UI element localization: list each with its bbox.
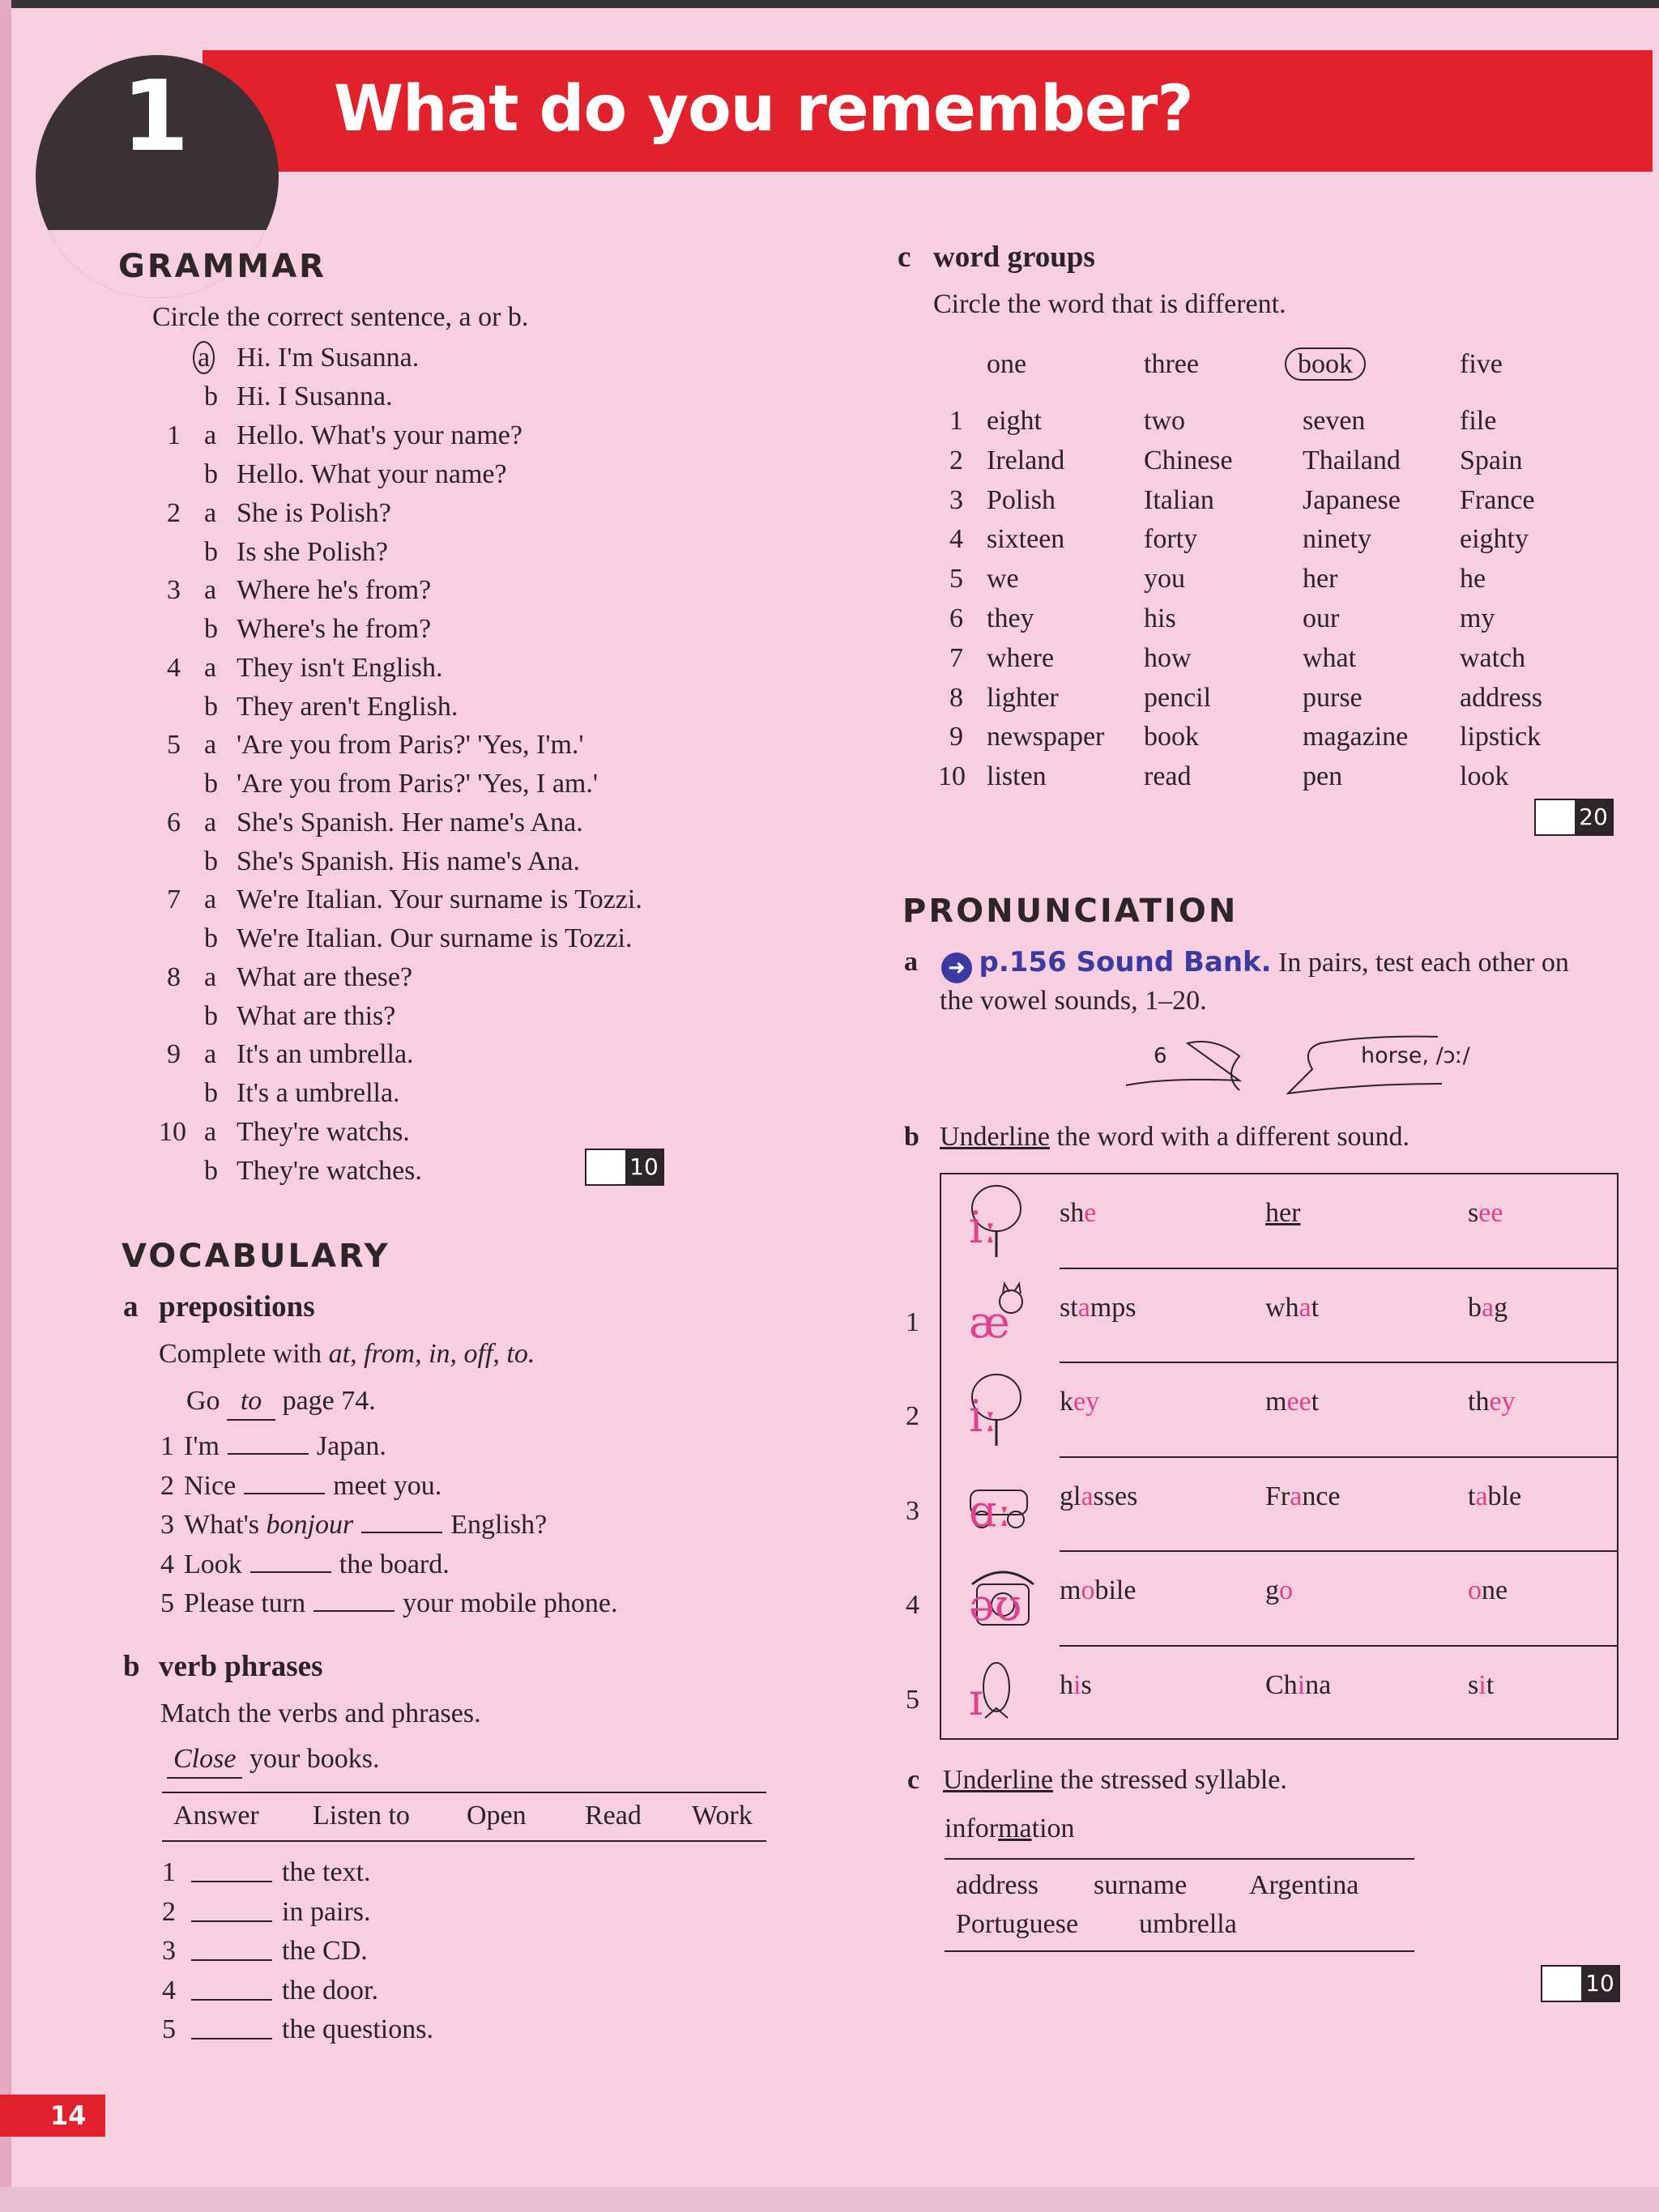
word-sound-part: o bbox=[1081, 1575, 1095, 1605]
word-group-word[interactable]: magazine bbox=[1303, 722, 1409, 752]
grammar-item-number: 1 bbox=[167, 420, 181, 450]
item-text-before: Look bbox=[184, 1549, 242, 1579]
word-group-word[interactable]: France bbox=[1460, 484, 1535, 515]
word-group-number: 1 bbox=[949, 406, 963, 436]
grammar-example-b: Hi. I Susanna. bbox=[237, 381, 393, 411]
verb-item-phrase: the door. bbox=[282, 1975, 378, 2005]
word-group-example-word bbox=[1144, 347, 1199, 382]
word-part: Ch bbox=[1265, 1669, 1298, 1700]
grammar-item-number: 9 bbox=[167, 1039, 181, 1069]
verb-item-number: 3 bbox=[162, 1936, 176, 1966]
vocabulary-heading: VOCABULARY bbox=[122, 1238, 390, 1275]
word-part: sses bbox=[1093, 1481, 1138, 1511]
word-group-number: 9 bbox=[949, 722, 963, 752]
score-input[interactable] bbox=[586, 1150, 625, 1184]
grammar-score-box[interactable] bbox=[585, 1149, 664, 1186]
word: five bbox=[1460, 349, 1503, 379]
item-text-before: Nice bbox=[184, 1470, 237, 1501]
vocab-c-title: word groups bbox=[933, 241, 1095, 274]
word-part: h bbox=[1060, 1669, 1073, 1700]
word-group-word[interactable]: pen bbox=[1303, 761, 1343, 792]
score-total: 20 bbox=[1575, 800, 1612, 834]
word-group-number: 6 bbox=[949, 603, 963, 633]
word-sound-part: a bbox=[1081, 1481, 1094, 1511]
grammar-option-letter[interactable]: b bbox=[204, 769, 218, 799]
unit-number: 1 bbox=[122, 61, 190, 173]
vocab-b-example: Close your books. bbox=[167, 1741, 380, 1779]
pron-c-letter: c bbox=[907, 1765, 920, 1795]
word-group-word[interactable]: watch bbox=[1460, 642, 1526, 673]
pron-c-example: information bbox=[945, 1813, 1075, 1843]
vocab-a-instruction: Complete with at, from, in, off, to. bbox=[159, 1339, 535, 1369]
grammar-example-b-letter: b bbox=[204, 381, 218, 411]
word-group-number: 4 bbox=[949, 524, 963, 555]
item-text-before: I'm bbox=[184, 1431, 220, 1461]
grammar-option-letter[interactable]: b bbox=[204, 923, 218, 953]
sound-row-number: 2 bbox=[906, 1401, 919, 1431]
grammar-option-a[interactable]: It's an umbrella. bbox=[237, 1039, 414, 1069]
answer-blank[interactable] bbox=[191, 1858, 272, 1882]
word-group-word[interactable]: Chinese bbox=[1144, 445, 1233, 475]
word-group-number: 2 bbox=[949, 445, 963, 475]
grammar-item-number: 6 bbox=[167, 807, 181, 837]
word-part: s bbox=[1468, 1198, 1479, 1228]
pron-a-line2: the vowel sounds, 1–20. bbox=[940, 986, 1207, 1016]
grammar-option-b[interactable]: 'Are you from Paris?' 'Yes, I am.' bbox=[237, 769, 598, 799]
grammar-option-letter[interactable]: b bbox=[204, 536, 218, 567]
word-sound-part: a bbox=[1475, 1481, 1488, 1511]
word-sound-part: a bbox=[1482, 1292, 1495, 1323]
grammar-item-number: 5 bbox=[167, 730, 181, 760]
sound-word[interactable] bbox=[1265, 1196, 1300, 1231]
word-group-word[interactable]: purse bbox=[1303, 682, 1363, 713]
word-part: s bbox=[1081, 1669, 1092, 1700]
grammar-option-b[interactable]: What are this? bbox=[237, 1000, 396, 1031]
verb-item-number: 2 bbox=[162, 1896, 176, 1927]
sound-word[interactable] bbox=[1265, 1479, 1341, 1515]
word-group-word[interactable]: book bbox=[1144, 722, 1199, 752]
vocab-c-letter: c bbox=[898, 241, 911, 274]
word-part: m bbox=[1265, 1387, 1287, 1417]
pron-a-line1: ➜ p.156 Sound Bank. In pairs, test each other on bbox=[941, 944, 1569, 983]
sound-table bbox=[940, 1173, 1618, 1740]
word-sound-part: ee bbox=[1286, 1387, 1311, 1417]
page-bottom-edge bbox=[0, 2187, 1659, 2212]
item-text-after: the board. bbox=[339, 1549, 450, 1579]
grammar-option-b[interactable]: They're watches. bbox=[237, 1155, 422, 1186]
word-group-word[interactable]: lighter bbox=[987, 682, 1059, 713]
item-text-after: your mobile phone. bbox=[403, 1588, 618, 1618]
sound-row-divider bbox=[1060, 1268, 1618, 1269]
grammar-example-a: Hi. I'm Susanna. bbox=[237, 343, 420, 373]
sound-word[interactable] bbox=[1060, 1668, 1092, 1703]
preposition-item bbox=[160, 1507, 547, 1543]
word-part: bile bbox=[1094, 1575, 1137, 1605]
item-number: 5 bbox=[160, 1588, 174, 1618]
word-part: nce bbox=[1302, 1481, 1341, 1511]
verb-item-number: 1 bbox=[162, 1857, 176, 1887]
word-group-word[interactable]: we bbox=[987, 564, 1019, 595]
grammar-item-number: 10 bbox=[159, 1116, 186, 1147]
word-sound-part: a bbox=[1299, 1292, 1311, 1323]
grammar-option-b[interactable]: We're Italian. Our surname is Tozzi. bbox=[237, 923, 633, 953]
grammar-option-b[interactable]: Where's he from? bbox=[237, 614, 432, 644]
word: three bbox=[1144, 349, 1199, 379]
pronunciation-heading: PRONUNCIATION bbox=[902, 893, 1239, 930]
stress-word[interactable]: Portuguese bbox=[956, 1909, 1079, 1939]
phonetic-symbol: iː bbox=[969, 1391, 998, 1442]
grammar-option-a[interactable]: They isn't English. bbox=[237, 652, 443, 683]
grammar-option-b[interactable]: She's Spanish. His name's Ana. bbox=[237, 846, 581, 876]
item-number: 3 bbox=[160, 1510, 174, 1540]
vocab-c-instruction: Circle the word that is different. bbox=[933, 289, 1286, 319]
item-number: 2 bbox=[160, 1470, 174, 1501]
word-part: k bbox=[1060, 1387, 1073, 1417]
sound-word[interactable] bbox=[1265, 1573, 1293, 1609]
grammar-option-letter[interactable]: a bbox=[204, 420, 217, 450]
word-group-example-word[interactable] bbox=[1285, 347, 1366, 382]
word-group-word[interactable]: ninety bbox=[1303, 524, 1371, 555]
word-group-example-word bbox=[987, 347, 1026, 382]
word-box-verb: Open bbox=[467, 1801, 527, 1831]
grammar-option-letter[interactable]: a bbox=[204, 884, 217, 914]
sound-bank-link[interactable]: p.156 Sound Bank. bbox=[979, 946, 1272, 978]
grammar-option-letter[interactable]: b bbox=[204, 1078, 218, 1108]
bubble-left-text: 6 bbox=[1154, 1044, 1167, 1068]
page-title: What do you remember? bbox=[334, 73, 1193, 146]
answer-blank[interactable] bbox=[313, 1588, 394, 1612]
word-groups-score-box[interactable] bbox=[1534, 799, 1614, 836]
word-part: g bbox=[1494, 1292, 1508, 1323]
word-group-word[interactable]: Thailand bbox=[1303, 445, 1401, 475]
page-left-edge bbox=[0, 0, 11, 2212]
sound-word[interactable] bbox=[1468, 1573, 1508, 1609]
verb-item-phrase: the CD. bbox=[282, 1936, 368, 1966]
grammar-item-number: 7 bbox=[167, 884, 181, 914]
grammar-option-letter[interactable]: b bbox=[204, 846, 218, 876]
grammar-option-letter[interactable]: a bbox=[204, 1116, 217, 1147]
page-number: 14 bbox=[0, 2095, 105, 2137]
word-sound-part: ey bbox=[1489, 1387, 1516, 1417]
vocab-a-example: Go to page 74. bbox=[186, 1383, 376, 1421]
word-group-word[interactable]: what bbox=[1303, 642, 1357, 673]
word-group-word[interactable]: pencil bbox=[1144, 682, 1212, 713]
word-group-number: 7 bbox=[949, 642, 963, 673]
item-text-after: meet you. bbox=[333, 1470, 442, 1501]
answer-blank[interactable] bbox=[191, 1898, 272, 1922]
word-box-verb: Read bbox=[585, 1801, 642, 1831]
phonetic-symbol: ɑː bbox=[969, 1485, 1012, 1536]
word-group-word[interactable]: read bbox=[1144, 761, 1192, 792]
vocab-a-title: prepositions bbox=[159, 1290, 315, 1323]
grammar-example-a-letter: a bbox=[193, 340, 215, 376]
grammar-option-letter[interactable]: b bbox=[204, 459, 218, 489]
page-top-edge bbox=[0, 0, 1659, 8]
word-group-number: 5 bbox=[949, 564, 963, 595]
grammar-option-letter[interactable]: b bbox=[204, 1000, 218, 1031]
sound-row-number: 1 bbox=[906, 1306, 919, 1337]
grammar-option-letter[interactable]: a bbox=[204, 575, 217, 605]
grammar-option-letter[interactable]: b bbox=[204, 614, 218, 644]
sound-row-number: 3 bbox=[906, 1495, 919, 1526]
grammar-option-a[interactable]: Where he's from? bbox=[237, 575, 432, 605]
phonetic-symbol: ɪ bbox=[969, 1673, 983, 1725]
sound-row-divider bbox=[1060, 1456, 1618, 1458]
word-sound-part: a bbox=[1077, 1292, 1090, 1323]
word-group-word[interactable]: sixteen bbox=[987, 524, 1065, 555]
item-text-after: English? bbox=[450, 1510, 548, 1540]
word-group-word[interactable]: listen bbox=[987, 761, 1047, 792]
word-group-word[interactable]: lipstick bbox=[1460, 722, 1542, 752]
item-italic-word: bonjour bbox=[266, 1510, 354, 1540]
word-part: gl bbox=[1060, 1481, 1081, 1511]
grammar-option-letter[interactable]: a bbox=[204, 730, 217, 760]
sound-word[interactable] bbox=[1468, 1196, 1503, 1231]
word-part: t bbox=[1486, 1669, 1495, 1700]
word-group-word[interactable]: he bbox=[1460, 564, 1486, 595]
word-part: mps bbox=[1090, 1292, 1137, 1323]
verb-item-phrase: the questions. bbox=[282, 2014, 433, 2044]
word-box-top-rule bbox=[162, 1792, 766, 1793]
grammar-option-a[interactable]: She is Polish? bbox=[237, 497, 391, 528]
grammar-option-b[interactable]: They aren't English. bbox=[237, 691, 458, 722]
word-part: t bbox=[1311, 1387, 1320, 1417]
item-text-before: Please turn bbox=[184, 1588, 306, 1618]
word-box-bottom-rule bbox=[162, 1840, 766, 1842]
pron-c-instruction: Underline the stressed syllable. bbox=[943, 1765, 1287, 1795]
phonetic-symbol: iː bbox=[969, 1202, 998, 1253]
preposition-item bbox=[160, 1586, 617, 1622]
answer-blank[interactable] bbox=[228, 1430, 309, 1455]
answer-blank[interactable] bbox=[191, 2015, 272, 2039]
sound-word[interactable] bbox=[1060, 1196, 1096, 1231]
score-input[interactable] bbox=[1536, 800, 1575, 834]
word-group-word[interactable]: her bbox=[1303, 564, 1338, 595]
word-group-word[interactable]: Japanese bbox=[1303, 484, 1401, 515]
phonetic-symbol: æ bbox=[969, 1296, 1010, 1348]
grammar-option-letter[interactable]: a bbox=[204, 652, 217, 683]
answer-blank[interactable] bbox=[250, 1549, 331, 1573]
word-group-word[interactable]: look bbox=[1460, 761, 1509, 792]
stress-word[interactable]: umbrella bbox=[1139, 1909, 1237, 1939]
preposition-item bbox=[160, 1547, 450, 1583]
sound-row-divider bbox=[1060, 1550, 1618, 1552]
circled-answer: book bbox=[1285, 347, 1366, 381]
grammar-option-a[interactable]: What are these? bbox=[237, 961, 413, 992]
vocab-b-instruction: Match the verbs and phrases. bbox=[160, 1698, 481, 1728]
word-group-word[interactable]: file bbox=[1460, 406, 1497, 436]
bubble-right-text: horse, /ɔː/ bbox=[1361, 1043, 1470, 1068]
word-part: g bbox=[1265, 1575, 1279, 1605]
grammar-option-b[interactable]: It's a umbrella. bbox=[237, 1078, 400, 1108]
word-group-word[interactable]: forty bbox=[1144, 524, 1198, 555]
sound-row-number: 5 bbox=[906, 1684, 919, 1715]
word-group-word[interactable]: Spain bbox=[1460, 445, 1523, 475]
word-group-word[interactable]: Polish bbox=[987, 484, 1056, 515]
word-box-verb: Work bbox=[692, 1801, 753, 1831]
word-group-word[interactable]: newspaper bbox=[987, 722, 1105, 752]
word-sound-part: i bbox=[1297, 1669, 1306, 1700]
sound-word[interactable] bbox=[1265, 1384, 1319, 1420]
grammar-item-number: 2 bbox=[167, 497, 181, 528]
grammar-option-a[interactable]: We're Italian. Your surname is Tozzi. bbox=[237, 884, 642, 914]
word-part: t bbox=[1468, 1481, 1476, 1511]
grammar-option-letter[interactable]: a bbox=[204, 961, 217, 992]
grammar-option-letter[interactable]: b bbox=[204, 1155, 218, 1186]
verb-item-number: 5 bbox=[162, 2014, 176, 2044]
grammar-option-a[interactable]: She's Spanish. Her name's Ana. bbox=[237, 807, 583, 837]
word-part: m bbox=[1060, 1575, 1081, 1605]
word-group-number: 8 bbox=[949, 682, 963, 713]
word-group-word[interactable]: address bbox=[1460, 682, 1542, 713]
stress-box-bottom-rule bbox=[945, 1950, 1414, 1952]
word-part: st bbox=[1060, 1292, 1078, 1323]
word-group-word[interactable]: two bbox=[1144, 406, 1185, 436]
sound-row-number: 4 bbox=[906, 1590, 919, 1620]
grammar-instruction: Circle the correct sentence, a or b. bbox=[152, 302, 529, 332]
word-group-word[interactable]: where bbox=[987, 642, 1055, 673]
word-part: t bbox=[1311, 1292, 1320, 1323]
preposition-item bbox=[160, 1429, 386, 1464]
stress-word[interactable]: surname bbox=[1094, 1870, 1188, 1900]
sound-word[interactable] bbox=[1468, 1384, 1516, 1420]
item-text-before: What's bbox=[184, 1510, 267, 1540]
sound-word[interactable] bbox=[1060, 1479, 1137, 1515]
answer-blank[interactable] bbox=[191, 1976, 272, 2001]
item-number: 1 bbox=[160, 1431, 174, 1461]
word-group-word[interactable]: how bbox=[1144, 642, 1192, 673]
sound-word[interactable] bbox=[1060, 1384, 1099, 1420]
stress-word[interactable]: address bbox=[956, 1870, 1038, 1900]
sound-word[interactable] bbox=[1468, 1290, 1508, 1326]
word-group-word[interactable]: eight bbox=[987, 406, 1042, 436]
grammar-item-number: 4 bbox=[167, 652, 181, 683]
word-group-word[interactable]: seven bbox=[1303, 406, 1366, 436]
sound-word[interactable] bbox=[1265, 1290, 1319, 1326]
word-sound-part: e bbox=[1084, 1198, 1097, 1228]
grammar-item-number: 3 bbox=[167, 575, 181, 605]
word-sound-part: a bbox=[1290, 1481, 1303, 1511]
word-sound-part: her bbox=[1265, 1198, 1301, 1228]
word-group-word[interactable]: my bbox=[1460, 603, 1495, 633]
word-sound-part: o bbox=[1279, 1575, 1293, 1605]
sound-word[interactable] bbox=[1468, 1668, 1494, 1703]
word-part: s bbox=[1468, 1669, 1479, 1700]
word-group-word[interactable]: his bbox=[1144, 603, 1176, 633]
grammar-option-letter[interactable]: a bbox=[204, 807, 217, 837]
word-group-number: 3 bbox=[949, 484, 963, 515]
item-text-after: Japan. bbox=[316, 1431, 386, 1461]
pronunciation-score-box[interactable] bbox=[1541, 1965, 1620, 2002]
sound-word[interactable] bbox=[1468, 1479, 1521, 1515]
arrow-right-icon: ➜ bbox=[941, 953, 972, 983]
answer-blank[interactable] bbox=[191, 1937, 272, 1961]
word-sound-part: i bbox=[1073, 1669, 1081, 1700]
word-group-word[interactable]: you bbox=[1144, 564, 1185, 595]
word-part: b bbox=[1468, 1292, 1482, 1323]
verb-item-phrase: in pairs. bbox=[282, 1896, 371, 1927]
word-sound-part: ee bbox=[1478, 1198, 1503, 1228]
word-part: sh bbox=[1060, 1198, 1085, 1228]
grammar-option-b[interactable]: Is she Polish? bbox=[237, 536, 388, 567]
score-total: 10 bbox=[625, 1150, 663, 1184]
stress-box-top-rule bbox=[945, 1858, 1414, 1860]
grammar-option-letter[interactable]: a bbox=[204, 497, 217, 528]
word-group-number: 10 bbox=[938, 761, 966, 792]
grammar-option-a[interactable]: Hello. What's your name? bbox=[237, 420, 522, 450]
sound-word[interactable] bbox=[1265, 1668, 1331, 1703]
vocab-b-title: verb phrases bbox=[159, 1650, 323, 1683]
sound-word[interactable] bbox=[1060, 1290, 1136, 1326]
word-box-verb: Listen to bbox=[313, 1801, 410, 1831]
sound-word[interactable] bbox=[1060, 1573, 1136, 1609]
word-part: ne bbox=[1482, 1575, 1508, 1605]
score-total: 10 bbox=[1581, 1967, 1618, 2001]
grammar-item-number: 8 bbox=[167, 961, 181, 992]
pron-a-letter: a bbox=[904, 947, 918, 977]
word-group-word[interactable]: our bbox=[1303, 603, 1340, 633]
word-group-example-word bbox=[1460, 347, 1503, 382]
vocab-a-letter: a bbox=[123, 1290, 139, 1323]
word-sound-part: ey bbox=[1073, 1387, 1100, 1417]
word: one bbox=[987, 349, 1027, 379]
word-box-verb: Answer bbox=[173, 1801, 259, 1831]
grammar-option-b[interactable]: Hello. What your name? bbox=[237, 459, 507, 489]
sound-row-divider bbox=[1060, 1362, 1618, 1363]
phonetic-symbol: əʊ bbox=[969, 1579, 1022, 1630]
sound-row-divider bbox=[1060, 1645, 1618, 1647]
grammar-option-a[interactable]: They're watchs. bbox=[237, 1116, 410, 1147]
word-sound-part: o bbox=[1468, 1575, 1482, 1605]
verb-item-number: 4 bbox=[162, 1975, 176, 2005]
verb-item-phrase: the text. bbox=[282, 1857, 371, 1887]
vocab-b-letter: b bbox=[123, 1650, 140, 1683]
word-part: na bbox=[1305, 1669, 1332, 1700]
word-part: wh bbox=[1265, 1292, 1299, 1323]
word-group-word[interactable]: Ireland bbox=[987, 445, 1065, 475]
answer-blank[interactable] bbox=[244, 1470, 325, 1494]
score-input[interactable] bbox=[1542, 1967, 1581, 2001]
word-sound-part: i bbox=[1478, 1669, 1486, 1700]
preposition-item bbox=[160, 1468, 441, 1504]
answer-blank[interactable] bbox=[361, 1509, 442, 1533]
word-group-word[interactable]: Italian bbox=[1144, 484, 1214, 515]
stress-word[interactable]: Argentina bbox=[1249, 1870, 1359, 1900]
pron-b-letter: b bbox=[904, 1122, 919, 1152]
word-group-word[interactable]: eighty bbox=[1460, 524, 1529, 555]
grammar-option-letter[interactable]: b bbox=[204, 691, 218, 722]
item-number: 4 bbox=[160, 1549, 174, 1579]
word-part: ble bbox=[1487, 1481, 1522, 1511]
grammar-option-letter[interactable]: a bbox=[204, 1039, 217, 1069]
grammar-option-a[interactable]: 'Are you from Paris?' 'Yes, I'm.' bbox=[237, 730, 584, 760]
word-group-word[interactable]: they bbox=[987, 603, 1034, 633]
grammar-heading: GRAMMAR bbox=[118, 248, 326, 285]
word-part: th bbox=[1468, 1387, 1490, 1417]
pron-b-instruction: Underline the word with a different sound. bbox=[940, 1122, 1410, 1152]
word-part: Fr bbox=[1265, 1481, 1290, 1511]
